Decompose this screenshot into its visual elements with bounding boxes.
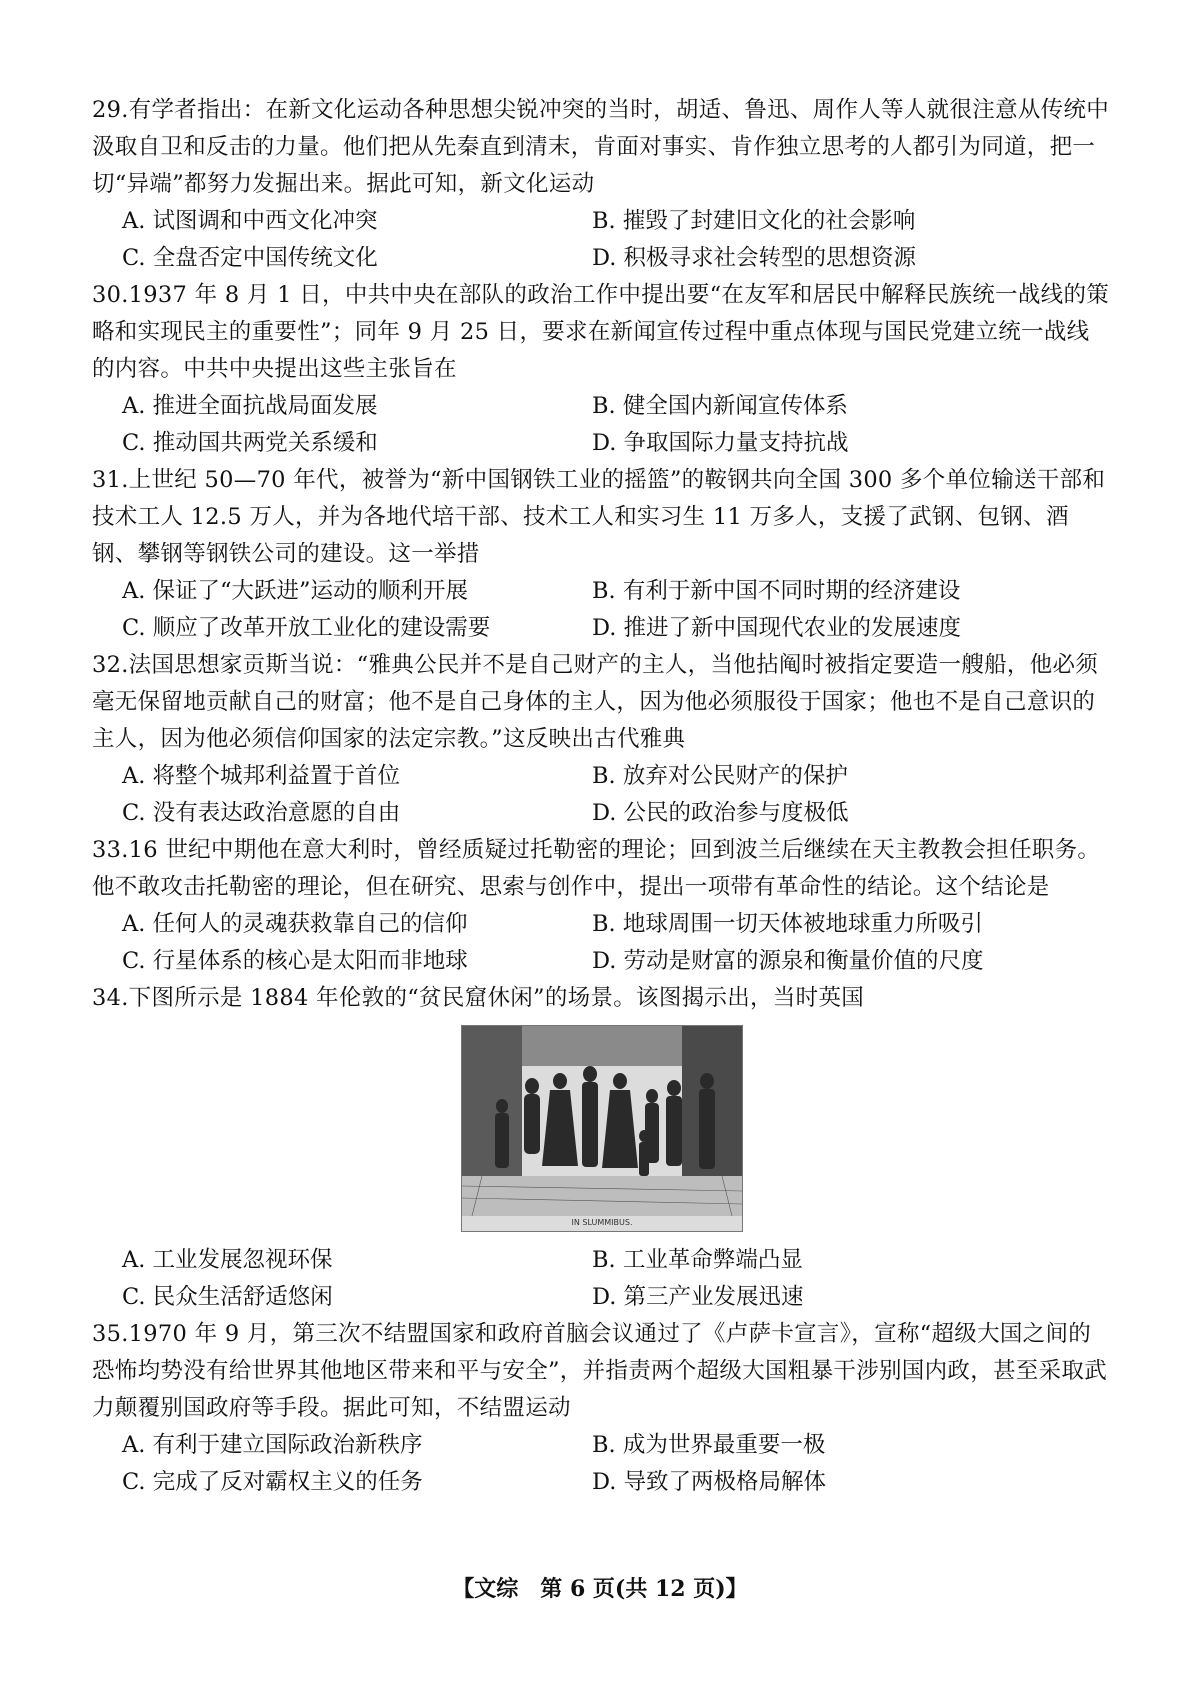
- option-b: B. 有利于新中国不同时期的经济建设: [592, 578, 961, 604]
- question-30: [92, 277, 1112, 462]
- option-d: D. 第三产业发展迅速: [592, 1284, 804, 1310]
- figure-caption: IN SLUMMIBUS.: [571, 1218, 633, 1227]
- option-c: C. 推动国共两党关系缓和: [122, 430, 378, 456]
- option-d: D. 推进了新中国现代农业的发展速度: [592, 615, 962, 641]
- question-34: [92, 980, 1112, 1316]
- option-d: D. 积极寻求社会转型的思想资源: [592, 245, 917, 271]
- question-stem: 30.1937 年 8 月 1 日，中共中央在部队的政治工作中提出要“在友军和居民中解释民族统一战线的策略和实现民主的重要性”；同年 9 月 25 日，要求在新闻宣传过程中重点体现与国民党建立统一战线的内容。中共中央提出这些主张旨在: [92, 282, 1110, 382]
- option-d: D. 劳动是财富的源泉和衡量价值的尺度: [592, 948, 984, 974]
- option-c: C. 民众生活舒适悠闲: [122, 1284, 333, 1310]
- option-b: B. 工业革命弊端凸显: [592, 1247, 803, 1273]
- question-32: [92, 647, 1112, 832]
- option-d: D. 公民的政治参与度极低: [592, 800, 849, 826]
- question-list: [92, 92, 1112, 1501]
- question-stem: 34.下图所示是 1884 年伦敦的“贫民窟休闲”的场景。该图揭示出，当时英国: [92, 985, 865, 1011]
- option-d: D. 争取国际力量支持抗战: [592, 430, 849, 456]
- option-a: A. 工业发展忽视环保: [122, 1247, 333, 1273]
- option-a: A. 保证了“大跃进”运动的顺利开展: [122, 578, 469, 604]
- option-c: C. 没有表达政治意愿的自由: [122, 800, 401, 826]
- option-b: B. 成为世界最重要一极: [592, 1432, 826, 1458]
- option-c: C. 全盘否定中国传统文化: [122, 245, 378, 271]
- option-a: A. 推进全面抗战局面发展: [122, 393, 378, 419]
- page-footer: 【文综 第 6 页(共 12 页)】: [452, 1576, 748, 1602]
- options: [92, 203, 1112, 277]
- options: [92, 573, 1112, 647]
- option-b: B. 地球周围一切天体被地球重力所吸引: [592, 911, 983, 937]
- option-d: D. 导致了两极格局解体: [592, 1469, 827, 1495]
- option-c: C. 行星体系的核心是太阳而非地球: [122, 948, 468, 974]
- option-b: B. 放弃对公民财产的保护: [592, 763, 848, 789]
- slum-illustration: [461, 1025, 743, 1232]
- option-a: A. 有利于建立国际政治新秩序: [122, 1432, 423, 1458]
- option-c: C. 完成了反对霸权主义的任务: [122, 1469, 423, 1495]
- option-a: A. 将整个城邦利益置于首位: [122, 763, 401, 789]
- options: [92, 388, 1112, 462]
- question-31: [92, 462, 1112, 647]
- question-stem: 31.上世纪 50—70 年代，被誉为“新中国钢铁工业的摇篮”的鞍钢共向全国 300 多个单位输送干部和技术工人 12.5 万人，并为各地代培干部、技术工人和实习生 11 万多人，支援了武钢、包钢、酒钢、攀钢等钢铁公司的建设。这一举措: [92, 467, 1106, 567]
- question-stem: 32.法国思想家贡斯当说：“雅典公民并不是自己财产的主人，当他拈阄时被指定要造一艘船，他必须毫无保留地贡献自己的财富；他不是自己身体的主人，因为他必须服役于国家；他也不是自己意识的主人，因为他必须信仰国家的法定宗教。”这反映出古代雅典: [92, 652, 1099, 752]
- options: [92, 758, 1112, 832]
- option-a: A. 任何人的灵魂获救靠自己的信仰: [122, 911, 468, 937]
- question-stem: 33.16 世纪中期他在意大利时，曾经质疑过托勒密的理论；回到波兰后继续在天主教教会担任职务。他不敢攻击托勒密的理论，但在研究、思索与创作中，提出一项带有革命性的结论。这个结论是: [92, 837, 1101, 900]
- question-29: [92, 92, 1112, 277]
- figure-container: [92, 1025, 1112, 1232]
- question-33: [92, 832, 1112, 980]
- option-a: A. 试图调和中西文化冲突: [122, 208, 378, 234]
- option-b: B. 健全国内新闻宣传体系: [592, 393, 848, 419]
- illustration-drawing: [462, 1026, 742, 1231]
- options: [92, 1427, 1112, 1501]
- options: [92, 1242, 1112, 1316]
- question-stem: 29.有学者指出：在新文化运动各种思想尖锐冲突的当时，胡适、鲁迅、周作人等人就很注意从传统中汲取自卫和反击的力量。他们把从先秦直到清末，肯面对事实、肯作独立思考的人都引为同道，把一切“异端”都努力发掘出来。据此可知，新文化运动: [92, 97, 1110, 197]
- options: [92, 906, 1112, 980]
- option-b: B. 摧毁了封建旧文化的社会影响: [592, 208, 916, 234]
- question-35: [92, 1316, 1112, 1501]
- question-stem: 35.1970 年 9 月，第三次不结盟国家和政府首脑会议通过了《卢萨卡宣言》，宣称“超级大国之间的恐怖均势没有给世界其他地区带来和平与安全”，并指责两个超级大国粗暴干涉别国内政，甚至采取武力颠覆别国政府等手段。据此可知，不结盟运动: [92, 1321, 1108, 1421]
- option-c: C. 顺应了改革开放工业化的建设需要: [122, 615, 491, 641]
